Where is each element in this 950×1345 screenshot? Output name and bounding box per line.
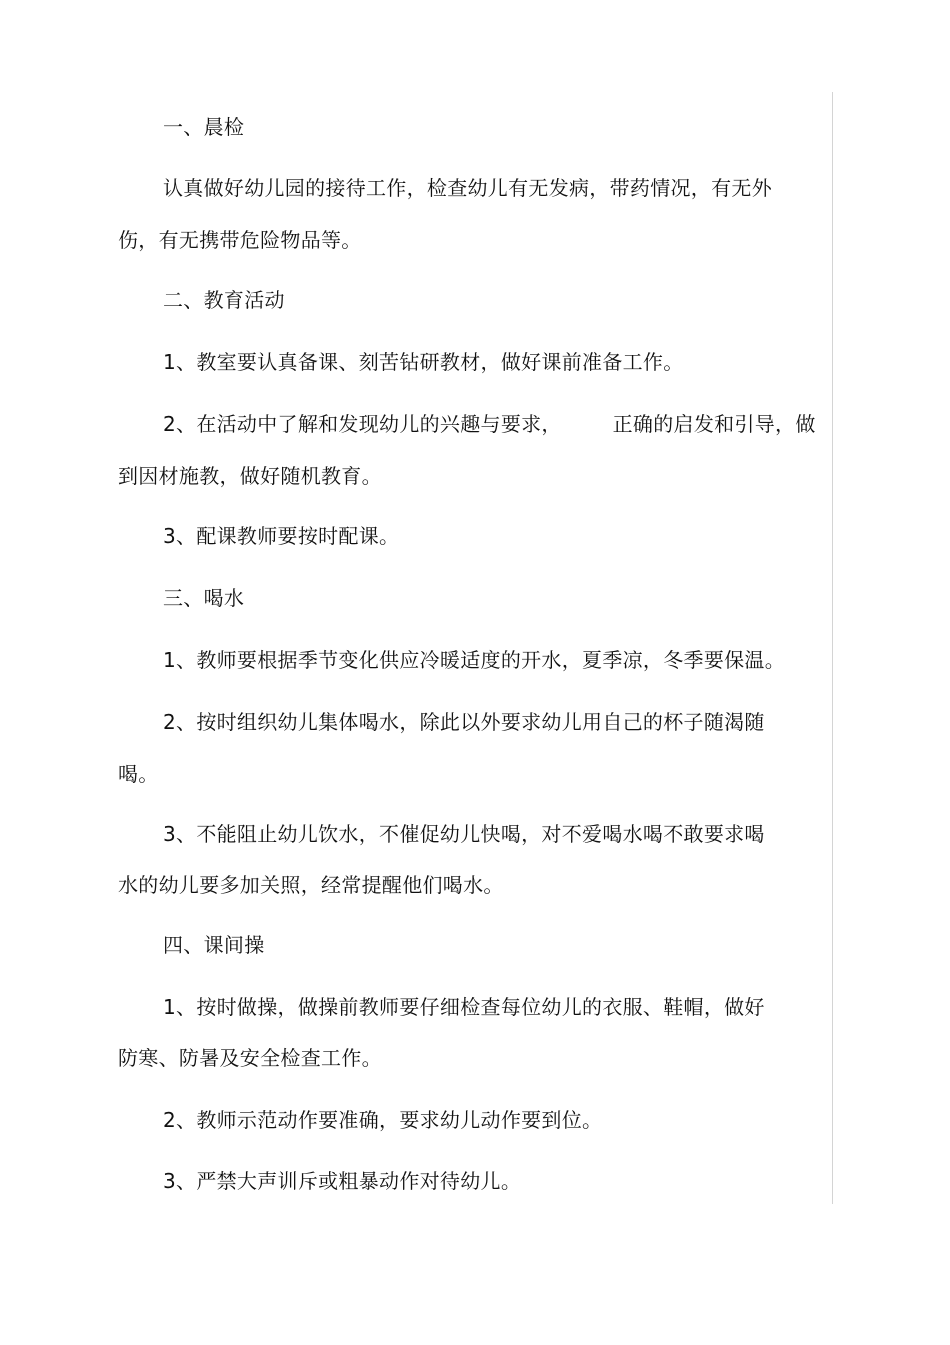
paragraph-line: 伤，有无携带危险物品等。 [118, 228, 362, 252]
paragraph-line: 1、按时做操，做操前教师要仔细检查每位幼儿的衣服、鞋帽，做好 [163, 995, 765, 1019]
paragraph-line: 水的幼儿要多加关照，经常提醒他们喝水。 [118, 873, 504, 897]
paragraph-line: 3、严禁大声训斥或粗暴动作对待幼儿。 [163, 1169, 522, 1193]
section-heading-morning-check: 一、晨检 [163, 115, 245, 139]
paragraph-line: 3、不能阻止幼儿饮水，不催促幼儿快喝，对不爱喝水喝不敢要求喝 [163, 822, 765, 846]
section-heading-education: 二、教育活动 [163, 288, 285, 312]
paragraph-line: 3、配课教师要按时配课。 [163, 524, 400, 548]
paragraph-line: 2、教师示范动作要准确，要求幼儿动作要到位。 [163, 1108, 603, 1132]
paragraph-line: 到因材施教，做好随机教育。 [118, 464, 382, 488]
paragraph-line: 防寒、防暑及安全检查工作。 [118, 1046, 382, 1070]
paragraph-line: 2、在活动中了解和发现幼儿的兴趣与要求， 正确的启发和引导，做 [163, 412, 816, 436]
margin-rule [832, 92, 833, 1204]
paragraph-line: 2、按时组织幼儿集体喝水，除此以外要求幼儿用自己的杯子随渴随 [163, 710, 765, 734]
section-heading-drinking-water: 三、喝水 [163, 586, 245, 610]
paragraph-line: 认真做好幼儿园的接待工作，检查幼儿有无发病，带药情况，有无外 [163, 176, 772, 200]
paragraph-line: 喝。 [118, 762, 159, 786]
section-heading-exercise: 四、课间操 [163, 933, 265, 957]
paragraph-line: 1、教室要认真备课、刻苦钻研教材，做好课前准备工作。 [163, 350, 684, 374]
paragraph-line: 1、教师要根据季节变化供应冷暖适度的开水，夏季凉，冬季要保温。 [163, 648, 786, 672]
